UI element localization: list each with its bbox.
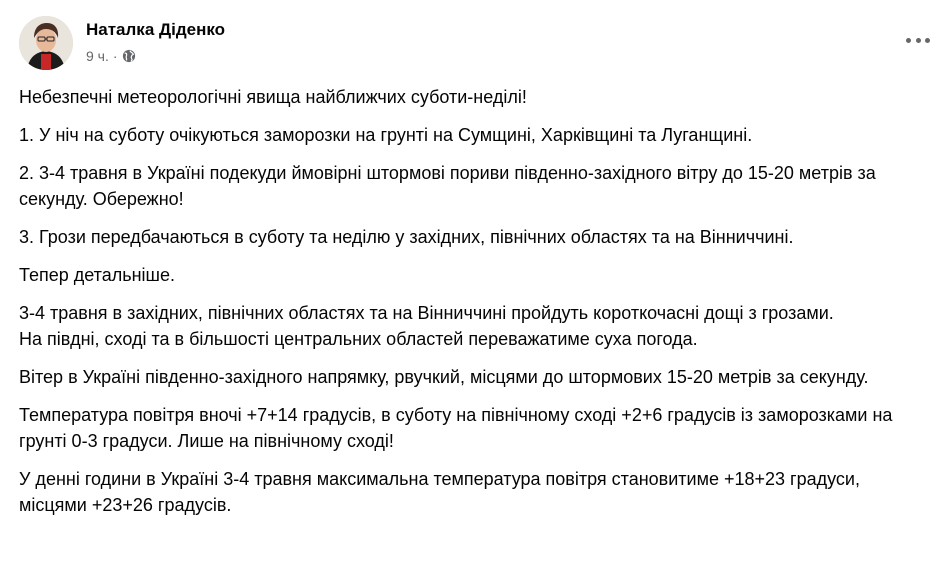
avatar[interactable] <box>19 16 73 70</box>
post-text <box>19 84 924 530</box>
post-meta <box>86 48 136 64</box>
more-dot <box>906 38 911 43</box>
post-paragraph: Вітер в Україні південно-західного напрямку, рвучкий, місцями до штормових 15-20 метрів за секунду. <box>19 367 869 387</box>
meta-separator: · <box>112 48 118 64</box>
post-paragraph: Небезпечні метеорологічні явища найближчих суботи-неділі! <box>19 87 527 107</box>
post-paragraph: 3. Грози передбачаються в суботу та неділю у західних, північних областях та на Вінниччині. <box>19 227 794 247</box>
globe-icon[interactable] <box>122 49 136 63</box>
more-options-icon[interactable] <box>906 30 930 50</box>
more-dot <box>925 38 930 43</box>
more-dot <box>916 38 921 43</box>
author-name[interactable]: Наталка Діденко <box>86 20 226 39</box>
post-paragraph: Тепер детальніше. <box>19 265 176 285</box>
post-paragraph: 2. 3-4 травня в Україні подекуди ймовірні штормові пориви південно-західного вітру до 15-20 метрів за секунду. Обережно! <box>19 163 876 209</box>
post-paragraph: 1. У ніч на суботу очікуються заморозки на грунті на Сумщині, Харківщині та Луганщині. <box>19 125 753 145</box>
post-paragraph: У денні години в Україні 3-4 травня максимальна температура повітря становитиме +18+23 градуси, місцями +23+26 градусів. <box>19 469 860 515</box>
post-time[interactable]: 9 ч. <box>86 48 109 64</box>
post-paragraph: 3-4 травня в західних, північних областях та на Вінниччині пройдуть короткочасні дощі з грозами. На півдні, сході та в більшості центральних областей переважатиме суха погода. <box>19 303 834 349</box>
post-header <box>19 16 939 72</box>
post-paragraph: Температура повітря вночі +7+14 градусів, в суботу на північному сході +2+6 градусів із заморозками на грунті 0-3 градуси. Лише на північному сході! <box>19 405 893 451</box>
avatar-image <box>19 16 73 70</box>
